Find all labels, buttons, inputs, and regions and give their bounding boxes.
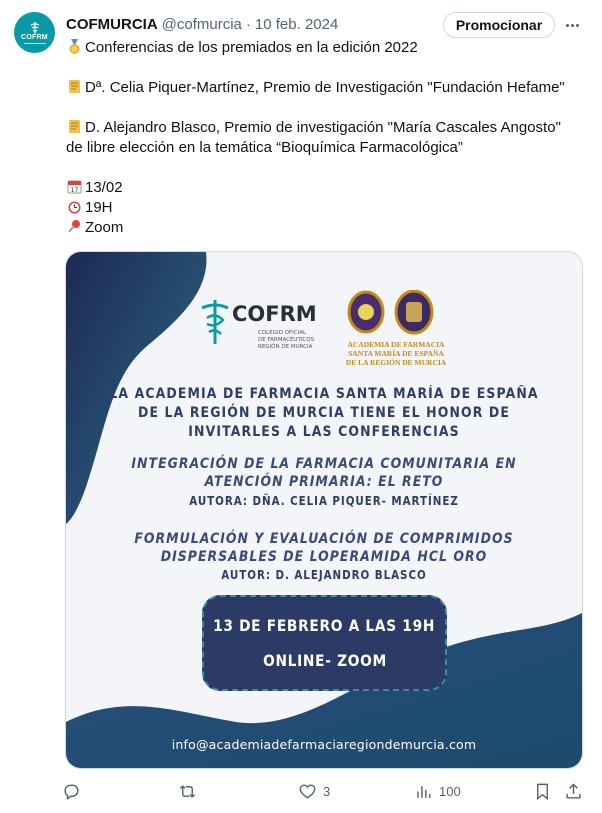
tweet-line: Zoom [66, 218, 581, 238]
academia-logo [336, 290, 456, 370]
reply-icon [62, 782, 81, 801]
view-count: 100 [439, 783, 461, 799]
bookmark-icon [533, 782, 552, 801]
talk-author-1: AUTORA: DÑA. CELIA PIQUER- MARTÍNEZ [189, 494, 459, 508]
event-date-box [202, 595, 447, 691]
medal-icon [66, 38, 83, 55]
tweet-line: D. Alejandro Blasco, Premio de investigación "María Cascales Angosto" [66, 118, 581, 138]
views-icon [414, 782, 433, 801]
svg-text:17: 17 [70, 187, 79, 194]
like-count: 3 [323, 783, 331, 799]
calendar-icon [66, 178, 83, 195]
cofrm-wordmark: COFRM [232, 302, 317, 326]
caduceus-icon [198, 298, 232, 346]
alarm-clock-icon [66, 198, 83, 215]
avatar-underline [24, 43, 46, 44]
scroll-icon [66, 118, 83, 135]
tweet-image[interactable] [65, 251, 583, 769]
contact-email: info@academiadefarmaciaregiondemurcia.com [171, 737, 477, 752]
tweet-line: 19H [66, 198, 581, 218]
author-handle[interactable]: @cofmurcia [161, 15, 242, 33]
academia-crest-icon [336, 290, 456, 338]
retweet-icon [178, 782, 197, 801]
like-button[interactable] [298, 780, 330, 802]
poster-intro: LA ACADEMIA DE FARMACIA SANTA MARÍA DE ESPAÑA DE LA REGIÓN DE MURCIA TIENE EL HONOR DE INVITARLES A LAS CONFERENCIAS [109, 386, 539, 440]
separator: · [245, 15, 251, 33]
talk-author-2: AUTOR: D. ALEJANDRO BLASCO [221, 568, 427, 582]
avatar-label: COFRM [21, 33, 48, 41]
tweet-date[interactable]: 10 feb. 2024 [254, 15, 339, 33]
reply-button[interactable] [62, 780, 81, 802]
share-button[interactable] [564, 780, 583, 802]
tweet-line: Dª. Celia Piquer-Martínez, Premio de Investigación "Fundación Hefame" [66, 78, 581, 98]
avatar[interactable] [14, 12, 55, 53]
talk-title-2: FORMULACIÓN Y EVALUACIÓN DE COMPRIMIDOS DISPERSABLES DE LOPERAMIDA HCL ORO [134, 531, 514, 565]
talk-title-1: INTEGRACIÓN DE LA FARMACIA COMUNITARIA EN ATENCIÓN PRIMARIA: EL RETO [131, 456, 517, 490]
author-name[interactable]: COFMURCIA [66, 15, 158, 33]
tweet-line: Conferencias de los premiados en la edición 2022 [66, 38, 581, 58]
cofrm-logo [196, 294, 346, 354]
academia-name: ACADEMIA DE FARMACIA SANTA MARÍA DE ESPAÑA DE LA REGIÓN DE MURCIA [345, 340, 447, 367]
action-bar [62, 780, 592, 802]
share-icon [564, 782, 583, 801]
pushpin-icon [66, 218, 83, 235]
cofrm-subtitle: COLEGIO OFICIAL DE FARMACÉUTICOS REGIÓN DE MURCIA [258, 330, 315, 350]
heart-icon [298, 782, 317, 801]
promote-button[interactable]: Promocionar [443, 12, 555, 38]
tweet-line: de libre elección en la temática “Bioquímica Farmacológica” [66, 139, 463, 156]
tweet-line: 17 13/02 [66, 178, 581, 198]
bookmark-button[interactable] [533, 780, 552, 802]
retweet-button[interactable] [178, 780, 197, 802]
caduceus-icon [30, 22, 40, 34]
tweet-text [66, 38, 581, 238]
more-options-icon[interactable] [560, 14, 584, 36]
views-button[interactable] [414, 780, 461, 802]
tweet-header [66, 14, 338, 34]
event-format: ONLINE- ZOOM [262, 651, 387, 670]
event-datetime: 13 DE FEBRERO A LAS 19H [213, 616, 436, 635]
scroll-icon [66, 78, 83, 95]
